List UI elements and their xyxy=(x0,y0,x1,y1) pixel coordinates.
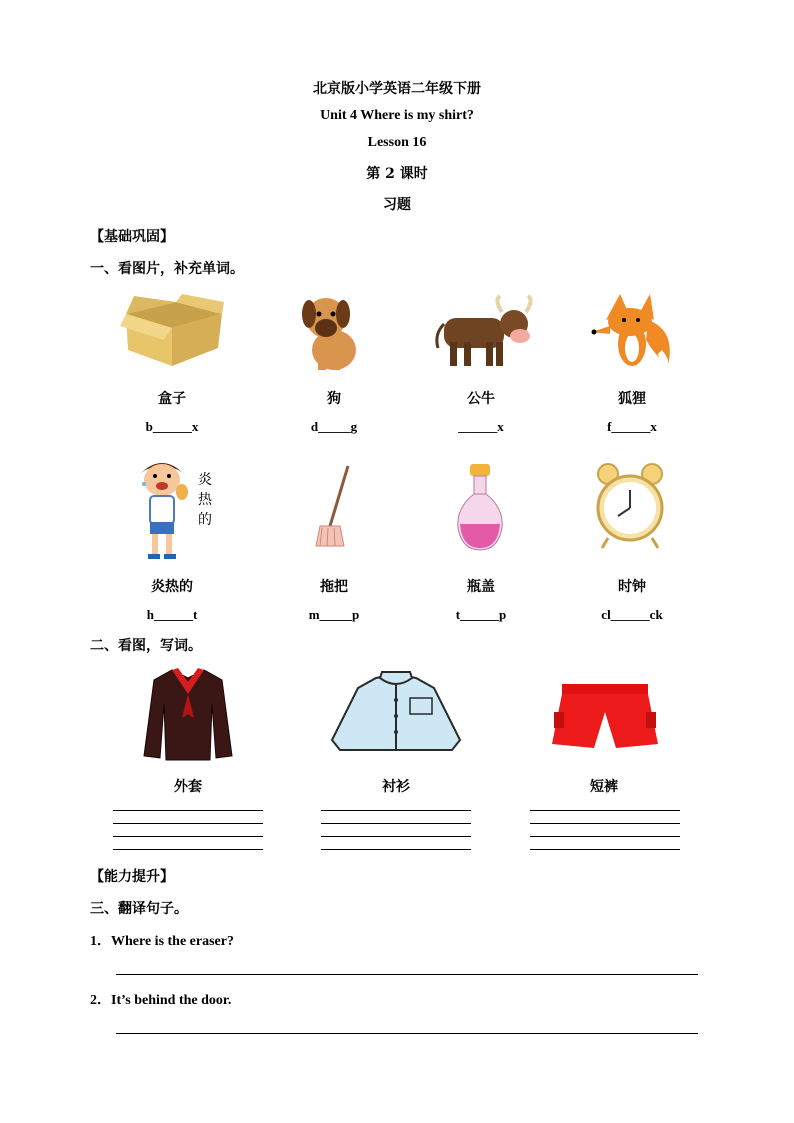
label-clock: 时钟 xyxy=(618,579,646,595)
part1-title: 一、看图片，补充单词。 xyxy=(90,261,244,277)
coat-icon xyxy=(142,664,234,762)
write-line-shirt[interactable] xyxy=(321,849,471,850)
bottle-icon xyxy=(454,462,506,552)
label-ox: 公牛 xyxy=(467,391,495,407)
section-basic: 【基础巩固】 xyxy=(90,229,174,245)
shirt-icon xyxy=(330,670,462,756)
blank-ox[interactable]: ______x xyxy=(458,419,504,434)
unit-title: Unit 4 Where is my shirt? xyxy=(320,108,474,123)
label-hot: 炎热的 xyxy=(151,579,193,595)
write-line-shorts[interactable] xyxy=(530,836,680,837)
write-line-shirt[interactable] xyxy=(321,823,471,824)
part2-title: 二、看图，写词。 xyxy=(90,638,202,654)
clock-icon xyxy=(594,460,666,550)
question-2 xyxy=(90,989,231,1009)
label-bottle-cap: 瓶盖 xyxy=(467,579,495,595)
answer-line-1[interactable] xyxy=(116,974,698,975)
write-line-shirt[interactable] xyxy=(321,810,471,811)
label-box: 盒子 xyxy=(158,391,186,407)
write-line-shorts[interactable] xyxy=(530,823,680,824)
shorts-icon xyxy=(550,682,660,750)
label-fox: 狐狸 xyxy=(618,391,646,407)
write-line-shorts[interactable] xyxy=(530,849,680,850)
hot-boy-icon xyxy=(132,456,192,562)
lesson-title: Lesson 16 xyxy=(367,135,427,150)
section-improve: 【能力提升】 xyxy=(90,869,174,885)
book-title: 北京版小学英语二年级下册 xyxy=(313,81,481,97)
question-2-number: 2． xyxy=(90,993,111,1008)
write-line-coat[interactable] xyxy=(113,836,263,837)
question-1 xyxy=(90,930,234,950)
write-line-shirt[interactable] xyxy=(321,836,471,837)
question-2-text: It’s behind the door. xyxy=(111,993,232,1008)
box-icon xyxy=(118,292,226,368)
answer-line-2[interactable] xyxy=(116,1033,698,1034)
label-mop: 拖把 xyxy=(320,579,348,595)
blank-box[interactable]: b______x xyxy=(145,419,199,434)
question-1-text: Where is the eraser? xyxy=(111,934,234,949)
ox-icon xyxy=(430,294,534,370)
blank-hot[interactable]: h______t xyxy=(146,607,198,622)
blank-dog[interactable]: d_____g xyxy=(310,419,358,434)
blank-clock[interactable]: cl______ck xyxy=(601,607,663,622)
label-coat: 外套 xyxy=(174,779,202,795)
write-line-coat[interactable] xyxy=(113,849,263,850)
write-line-shorts[interactable] xyxy=(530,810,680,811)
fox-icon xyxy=(588,290,676,374)
part3-title: 三、翻译句子。 xyxy=(90,901,188,917)
label-shirt: 衬衫 xyxy=(382,779,410,795)
dog-icon xyxy=(296,290,366,372)
hot-caption: 炎热的 xyxy=(198,472,212,528)
blank-mop[interactable]: m_____p xyxy=(308,607,360,622)
label-dog: 狗 xyxy=(327,391,341,407)
write-line-coat[interactable] xyxy=(113,810,263,811)
type-title: 习题 xyxy=(383,197,411,213)
period-title: 第 2 课时 xyxy=(366,166,428,182)
question-1-number: 1． xyxy=(90,934,111,949)
blank-fox[interactable]: f______x xyxy=(607,419,657,434)
blank-top[interactable]: t______p xyxy=(455,607,507,622)
write-line-coat[interactable] xyxy=(113,823,263,824)
label-shorts: 短裤 xyxy=(590,779,618,795)
mop-icon xyxy=(310,462,354,552)
